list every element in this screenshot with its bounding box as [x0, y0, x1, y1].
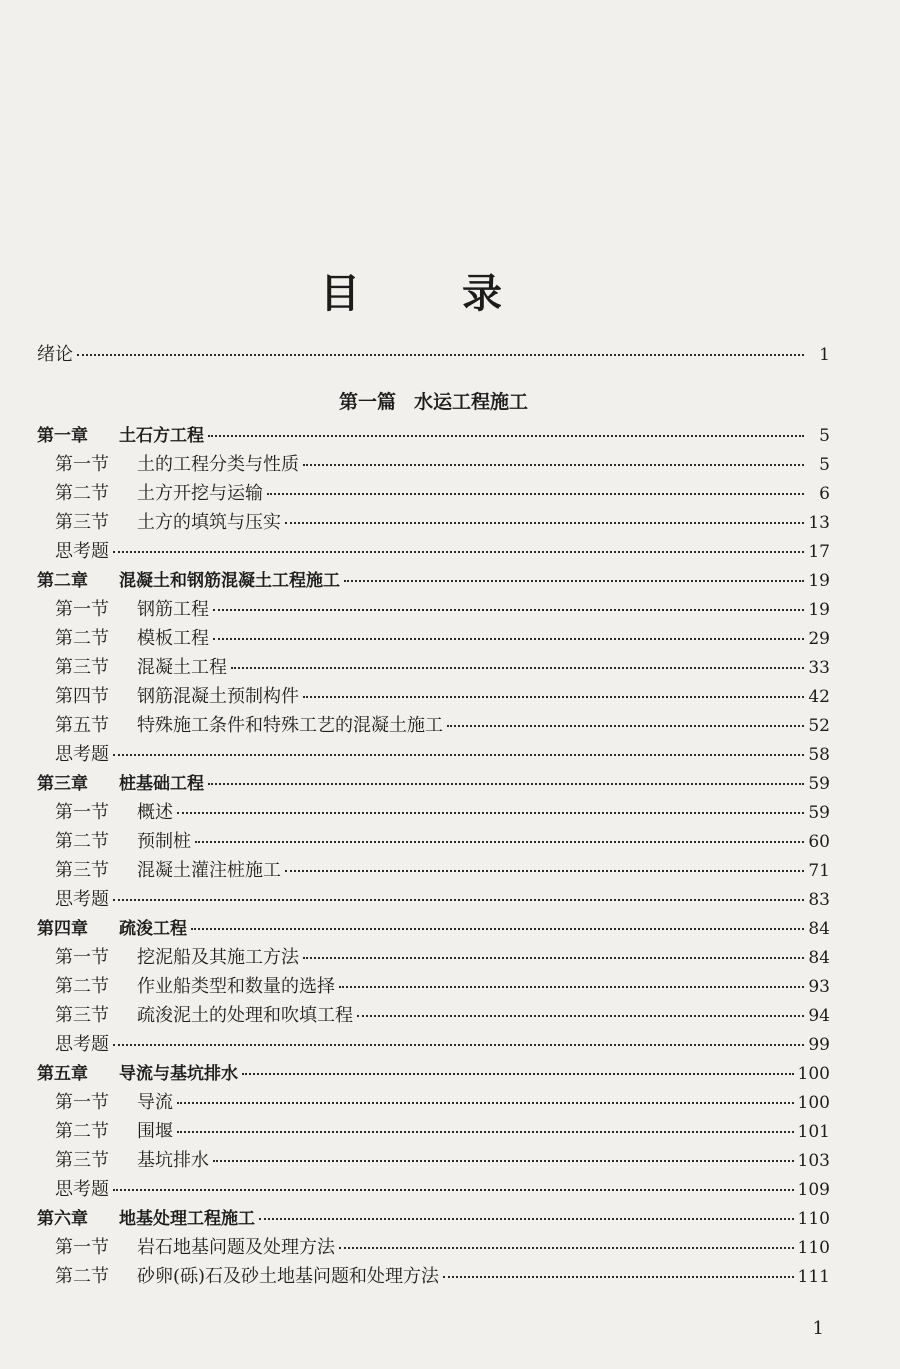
section-label [55, 827, 191, 856]
part-label: 第一篇 [338, 391, 396, 413]
section-number: 第二节 [55, 831, 109, 852]
leader-dots [447, 724, 804, 727]
leader-dots [213, 1159, 794, 1162]
section-number: 第二节 [55, 628, 109, 649]
section-title: 混凝土工程 [137, 657, 227, 678]
chapter-title: 疏浚工程 [119, 919, 187, 939]
section-page: 42 [808, 687, 830, 707]
section-number: 第三节 [55, 657, 109, 678]
leader-dots [113, 1043, 804, 1046]
section-title: 岩石地基问题及处理方法 [137, 1237, 335, 1258]
section-title: 混凝土灌注桩施工 [137, 860, 281, 881]
leader-dots [344, 579, 804, 582]
chapter-title: 桩基础工程 [119, 774, 204, 794]
section-label [55, 653, 227, 682]
chapter-label [37, 769, 204, 799]
toc-section-row[interactable] [37, 1146, 830, 1175]
section-title: 挖泥船及其施工方法 [137, 947, 299, 968]
section-label [55, 711, 443, 740]
section-number: 第一节 [55, 1237, 109, 1258]
intro-label: 绪论 [37, 344, 73, 365]
section-number: 第一节 [55, 599, 109, 620]
section-number: 第一节 [55, 802, 109, 823]
leader-dots [231, 666, 804, 669]
leader-dots [113, 1188, 794, 1191]
chapter-number: 第三章 [37, 774, 88, 794]
section-label [55, 479, 263, 508]
section-page: 19 [808, 600, 830, 620]
section-label [55, 740, 109, 769]
section-title: 围堰 [137, 1121, 173, 1142]
toc-section-row[interactable] [37, 943, 830, 972]
section-page: 93 [808, 977, 830, 997]
chapter-page: 5 [819, 426, 830, 446]
section-label [55, 1262, 439, 1291]
toc-section-row[interactable] [37, 972, 830, 1001]
section-label [55, 798, 173, 827]
toc-chapter-row[interactable] [37, 914, 830, 943]
toc-section-row[interactable] [37, 711, 830, 740]
leader-dots [285, 869, 804, 872]
toc-intro-row[interactable] [37, 340, 830, 369]
leader-dots [303, 463, 804, 466]
toc-section-row[interactable] [37, 1088, 830, 1117]
page-title: 目 录 [320, 271, 546, 317]
section-title: 钢筋混凝土预制构件 [137, 686, 299, 707]
section-title: 基坑排水 [137, 1150, 209, 1171]
table-of-contents [37, 340, 830, 1291]
chapter-page: 84 [808, 919, 830, 939]
chapter-number: 第二章 [37, 571, 88, 591]
section-number: 第五节 [55, 715, 109, 736]
chapter-title: 地基处理工程施工 [119, 1209, 255, 1229]
toc-chapter-row[interactable] [37, 769, 830, 798]
section-page: 60 [808, 832, 830, 852]
toc-section-row[interactable] [37, 682, 830, 711]
chapter-label [37, 1204, 255, 1234]
section-number: 第一节 [55, 1092, 109, 1113]
section-label [55, 1117, 173, 1146]
toc-section-row[interactable] [37, 1001, 830, 1030]
section-label [55, 1233, 335, 1262]
toc-chapter-row[interactable] [37, 1204, 830, 1233]
section-label [55, 624, 209, 653]
leader-dots [443, 1275, 794, 1278]
section-label [55, 1001, 353, 1030]
leader-dots [191, 927, 804, 930]
leader-dots [357, 1014, 804, 1017]
part-heading [37, 369, 830, 421]
section-number: 第二节 [55, 1266, 109, 1287]
section-page: 109 [797, 1180, 830, 1200]
section-page: 71 [808, 861, 830, 881]
section-label [55, 450, 299, 479]
chapter-page: 110 [797, 1209, 830, 1229]
leader-dots [113, 550, 804, 553]
section-page: 13 [808, 513, 830, 533]
section-page: 6 [819, 484, 830, 504]
toc-review-row[interactable] [37, 537, 830, 566]
section-label [55, 856, 281, 885]
section-title: 思考题 [55, 889, 109, 910]
toc-section-row[interactable] [37, 827, 830, 856]
section-title: 导流 [137, 1092, 173, 1113]
toc-section-row[interactable] [37, 856, 830, 885]
leader-dots [177, 1101, 794, 1104]
leader-dots [259, 1217, 794, 1220]
leader-dots [177, 811, 804, 814]
section-label [55, 885, 109, 914]
section-number: 第二节 [55, 976, 109, 997]
leader-dots [195, 840, 804, 843]
chapter-number: 第五章 [37, 1064, 88, 1084]
section-title: 土的工程分类与性质 [137, 454, 299, 475]
section-title: 疏浚泥土的处理和吹填工程 [137, 1005, 353, 1026]
toc-chapter-row[interactable] [37, 1059, 830, 1088]
leader-dots [303, 956, 804, 959]
chapter-page: 59 [808, 774, 830, 794]
leader-dots [113, 753, 804, 756]
section-number: 第三节 [55, 1150, 109, 1171]
section-title: 预制桩 [137, 831, 191, 852]
section-title: 特殊施工条件和特殊工艺的混凝土施工 [137, 715, 443, 736]
leader-dots [177, 1130, 794, 1133]
section-title: 作业船类型和数量的选择 [137, 976, 335, 997]
section-title: 模板工程 [137, 628, 209, 649]
intro-page: 1 [819, 345, 830, 365]
chapter-label [37, 1059, 238, 1089]
chapter-label [37, 421, 204, 451]
chapter-number: 第四章 [37, 919, 88, 939]
toc-section-row[interactable] [37, 1233, 830, 1262]
chapter-label [37, 914, 187, 944]
leader-dots [213, 637, 804, 640]
leader-dots [208, 782, 804, 785]
leader-dots [208, 434, 804, 437]
section-page: 29 [808, 629, 830, 649]
toc-section-row[interactable] [37, 1117, 830, 1146]
section-page: 58 [808, 745, 830, 765]
chapter-title: 土石方工程 [119, 426, 204, 446]
section-title: 概述 [137, 802, 173, 823]
toc-review-row[interactable] [37, 1175, 830, 1204]
section-number: 第一节 [55, 454, 109, 475]
section-title: 土方开挖与运输 [137, 483, 263, 504]
section-page: 83 [808, 890, 830, 910]
section-title: 思考题 [55, 541, 109, 562]
section-label [55, 1175, 109, 1204]
section-number: 第四节 [55, 686, 109, 707]
toc-section-row[interactable] [37, 1262, 830, 1291]
section-number: 第二节 [55, 483, 109, 504]
toc-section-row[interactable] [37, 595, 830, 624]
section-title: 思考题 [55, 1034, 109, 1055]
chapter-page: 19 [808, 571, 830, 591]
section-page: 17 [808, 542, 830, 562]
toc-section-row[interactable] [37, 479, 830, 508]
leader-dots [267, 492, 804, 495]
chapter-number: 第一章 [37, 426, 88, 446]
section-title: 砂卵(砾)石及砂土地基问题和处理方法 [137, 1266, 440, 1287]
section-number: 第三节 [55, 1005, 109, 1026]
leader-dots [285, 521, 804, 524]
toc-section-row[interactable] [37, 798, 830, 827]
toc-review-row[interactable] [37, 1030, 830, 1059]
toc-section-row[interactable] [37, 624, 830, 653]
leader-dots [242, 1072, 794, 1075]
section-page: 111 [797, 1267, 830, 1287]
toc-section-row[interactable] [37, 450, 830, 479]
section-page: 103 [797, 1151, 830, 1171]
section-label [55, 1146, 209, 1175]
chapter-page: 100 [797, 1064, 830, 1084]
part-title: 水运工程施工 [414, 391, 529, 413]
section-title: 土方的填筑与压实 [137, 512, 281, 533]
chapter-number: 第六章 [37, 1209, 88, 1229]
section-number: 第三节 [55, 860, 109, 881]
leader-dots [339, 985, 804, 988]
section-label [55, 943, 299, 972]
section-label [55, 972, 335, 1001]
section-label [55, 682, 299, 711]
chapter-list [37, 421, 830, 1291]
toc-review-row[interactable] [37, 885, 830, 914]
toc-chapter-row[interactable] [37, 421, 830, 450]
toc-section-row[interactable] [37, 653, 830, 682]
section-page: 99 [808, 1035, 830, 1055]
section-number: 第三节 [55, 512, 109, 533]
section-label [55, 537, 109, 566]
chapter-label [37, 566, 340, 596]
toc-section-row[interactable] [37, 508, 830, 537]
page-number: 1 [812, 1318, 824, 1339]
section-page: 101 [797, 1122, 830, 1142]
leader-dots [303, 695, 804, 698]
section-page: 94 [808, 1006, 830, 1026]
section-page: 59 [808, 803, 830, 823]
chapter-title: 混凝土和钢筋混凝土工程施工 [119, 571, 340, 591]
leader-dots [113, 898, 804, 901]
section-label [55, 1030, 109, 1059]
section-page: 5 [819, 455, 830, 475]
section-label [55, 595, 209, 624]
toc-chapter-row[interactable] [37, 566, 830, 595]
leader-dots [77, 353, 804, 356]
chapter-title: 导流与基坑排水 [119, 1064, 238, 1084]
section-page: 52 [808, 716, 830, 736]
section-label [55, 1088, 173, 1117]
section-label [55, 508, 281, 537]
section-number: 第一节 [55, 947, 109, 968]
section-page: 33 [808, 658, 830, 678]
section-page: 110 [797, 1238, 830, 1258]
section-page: 84 [808, 948, 830, 968]
section-page: 100 [797, 1093, 830, 1113]
section-title: 思考题 [55, 1179, 109, 1200]
section-number: 第二节 [55, 1121, 109, 1142]
leader-dots [213, 608, 804, 611]
section-title: 钢筋工程 [137, 599, 209, 620]
toc-review-row[interactable] [37, 740, 830, 769]
leader-dots [339, 1246, 794, 1249]
section-title: 思考题 [55, 744, 109, 765]
